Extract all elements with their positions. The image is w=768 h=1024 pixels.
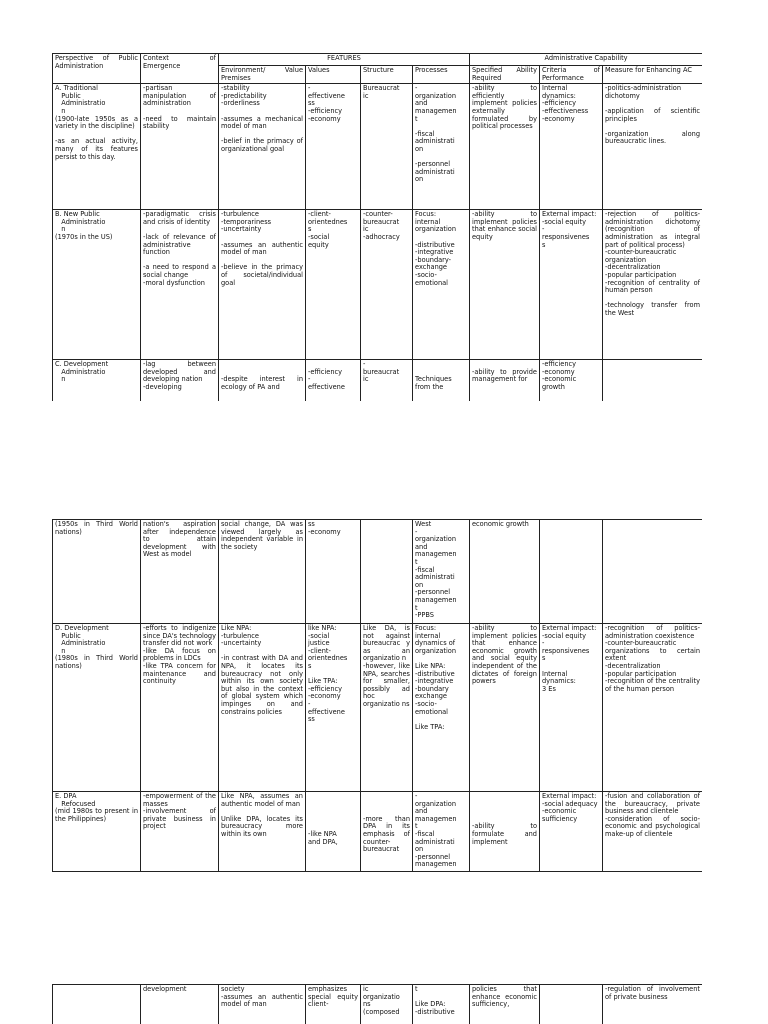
table: [52, 984, 702, 1024]
table-row: [53, 520, 703, 624]
header-capability: Administrative Capability: [470, 54, 703, 66]
cell-ability: -ability to efficiently implement policies externally formulated by political processes: [470, 84, 540, 210]
table-segment-1: [52, 53, 702, 401]
cell-env: -stability -predictability -orderliness -assumes a mechanical model of man -belief in the primacy of organizational goal: [219, 84, 306, 210]
table-row: [53, 84, 703, 210]
cell-structure: - bureaucrat ic: [361, 360, 413, 401]
cell-structure: Like DA, is not against bureaucrac y as an organizatio n -however, like NPA, searches for smaller, possibly ad hoc organizatio ns: [361, 624, 413, 792]
cell-criteria: External impact: -social equity - responsivenes s: [540, 210, 603, 360]
cell-env: -turbulence -temporariness -uncertainty -assumes an authentic model of man -believe in the primacy of societal/individual goal: [219, 210, 306, 360]
cell-perspective: C. Development Administratio n: [53, 360, 141, 401]
cell-measure: -recognition of politics-administration coexistence -counter-bureaucratic organizations to certain extent -decentralization -popular participation -recognition of the centrality of the human person: [603, 624, 703, 792]
table: [52, 519, 702, 872]
header-processes: Processes: [413, 66, 470, 84]
cell-ability: -ability to provide management for: [470, 360, 540, 401]
cell-ability: policies that enhance economic sufficiency,: [470, 985, 540, 1024]
table: [52, 53, 702, 401]
cell-env: Like NPA, assumes an authentic model of man Unlike DPA, locates its bureaucracy more within its own: [219, 792, 306, 872]
cell-perspective: (1950s in Third World nations): [53, 520, 141, 624]
cell-values: emphasizes special equity client-: [306, 985, 361, 1024]
cell-env: Like NPA: -turbulence -uncertainty -in contrast with DA and NPA, it locates its bureaucracy not only within its own society but also in the context of global system which impinges on and constrains policies: [219, 624, 306, 792]
cell-ability: economic growth: [470, 520, 540, 624]
cell-processes: - organization and managemen t -fiscal administrati on -personnel administrati on: [413, 84, 470, 210]
cell-perspective: D. Development Public Administratio n (1980s in Third World nations): [53, 624, 141, 792]
cell-processes: West - organization and managemen t -fiscal administrati on -personnel managemen t -PPBS: [413, 520, 470, 624]
cell-measure: -rejection of politics-administration dichotomy (recognition of administration as integral part of political process) -counter-bureaucratic organization -decentralization -popular participation -recognition of centrality of human person -technology transfer from the West: [603, 210, 703, 360]
cell-context: -empowerment of the masses -involvement of private business in project: [141, 792, 219, 872]
cell-criteria: External impact: -social equity - responsivenes s Internal dynamics: 3 Es: [540, 624, 603, 792]
cell-perspective: A. Traditional Public Administratio n (1900-late 1950s as a variety in the discipline) -as an actual activity, many of its features persist to this day.: [53, 84, 141, 210]
cell-structure: Bureaucrat ic: [361, 84, 413, 210]
cell-structure: ic organizatio ns (composed: [361, 985, 413, 1024]
table-row: [53, 624, 703, 792]
cell-context: nation's aspiration after independence to attain development with West as model: [141, 520, 219, 624]
cell-env: -despite interest in ecology of PA and: [219, 360, 306, 401]
cell-values: - effectivene ss -efficiency -economy: [306, 84, 361, 210]
header-structure: Structure: [361, 66, 413, 84]
cell-processes: Techniques from the: [413, 360, 470, 401]
cell-values: like NPA: -social justice -client- orientednes s Like TPA: -efficiency -economy - effectivene ss: [306, 624, 361, 792]
cell-values: -efficiency - effectivene: [306, 360, 361, 401]
cell-processes: Focus: internal organization -distributive -integrative -boundary- exchange -socio- emotional: [413, 210, 470, 360]
cell-context: -lag between developed and developing nation -developing: [141, 360, 219, 401]
header-env: Environment/ Value Premises: [219, 66, 306, 84]
header-measure: Measure for Enhancing AC: [603, 66, 703, 84]
cell-measure: [603, 360, 703, 401]
header-features: FEATURES: [219, 54, 470, 66]
cell-criteria: [540, 520, 603, 624]
header-perspective: Perspective of Public Administration: [53, 54, 141, 84]
cell-processes: Focus: internal dynamics of organization Like NPA: -distributive -integrative -boundary exchange -socio- emotional Like TPA:: [413, 624, 470, 792]
table-row: [53, 210, 703, 360]
cell-measure: -regulation of involvement of private business: [603, 985, 703, 1024]
cell-context: development: [141, 985, 219, 1024]
table-segment-2: [52, 519, 702, 873]
cell-measure: -politics-administration dichotomy -application of scientific principles -organization along bureaucratic lines.: [603, 84, 703, 210]
cell-structure: -more than DPA in its emphasis of counter-bureaucrat: [361, 792, 413, 872]
cell-processes: - organization and managemen t -fiscal administrati on -personnel managemen: [413, 792, 470, 872]
cell-values: -client- orientednes s -social equity: [306, 210, 361, 360]
cell-criteria: -efficiency -economy -economic growth: [540, 360, 603, 401]
cell-context: -efforts to indigenize since DA's technology transfer did not work -like DA focus on problems in LDCs -like TPA concern for maintenance and continuity: [141, 624, 219, 792]
cell-structure: [361, 520, 413, 624]
cell-structure: -counter- bureaucrat ic -adhocracy: [361, 210, 413, 360]
table-row: [53, 360, 703, 401]
cell-values: ss -economy: [306, 520, 361, 624]
header-ability: Specified Ability Required: [470, 66, 540, 84]
cell-criteria: [540, 985, 603, 1024]
cell-criteria: Internal dynamics: -efficiency -effectiveness -economy: [540, 84, 603, 210]
cell-ability: -ability to implement policies that enhance social equity: [470, 210, 540, 360]
cell-env: social change, DA was viewed largely as independent variable in the society: [219, 520, 306, 624]
cell-perspective: [53, 985, 141, 1024]
header-criteria: Criteria of Performance: [540, 66, 603, 84]
table-row: [53, 985, 703, 1024]
table-row: [53, 792, 703, 872]
cell-ability: -ability to formulate and implement: [470, 792, 540, 872]
cell-perspective: E. DPA Refocused (mid 1980s to present in the Philippines): [53, 792, 141, 872]
cell-perspective: B. New Public Administratio n (1970s in the US): [53, 210, 141, 360]
cell-criteria: External impact: -social adequacy -economic sufficiency: [540, 792, 603, 872]
cell-ability: -ability to implement policies that enhance economic growth and social equity independent of the dictates of foreign powers: [470, 624, 540, 792]
header-values: Values: [306, 66, 361, 84]
cell-context: -partisan manipulation of administration -need to maintain stability: [141, 84, 219, 210]
cell-measure: [603, 520, 703, 624]
cell-values: -like NPA and DPA,: [306, 792, 361, 872]
cell-processes: t Like DPA: -distributive: [413, 985, 470, 1024]
cell-env: society -assumes an authentic model of man: [219, 985, 306, 1024]
table-segment-3: [52, 984, 702, 1024]
cell-measure: -fusion and collaboration of the bureaucracy, private business and clientele -consideration of socio-economic and psychological make-up of clientele: [603, 792, 703, 872]
cell-context: -paradigmatic crisis and crisis of identity -lack of relevance of administrative function -a need to respond a social change -moral dysfunction: [141, 210, 219, 360]
header-context: Context of Emergence: [141, 54, 219, 84]
